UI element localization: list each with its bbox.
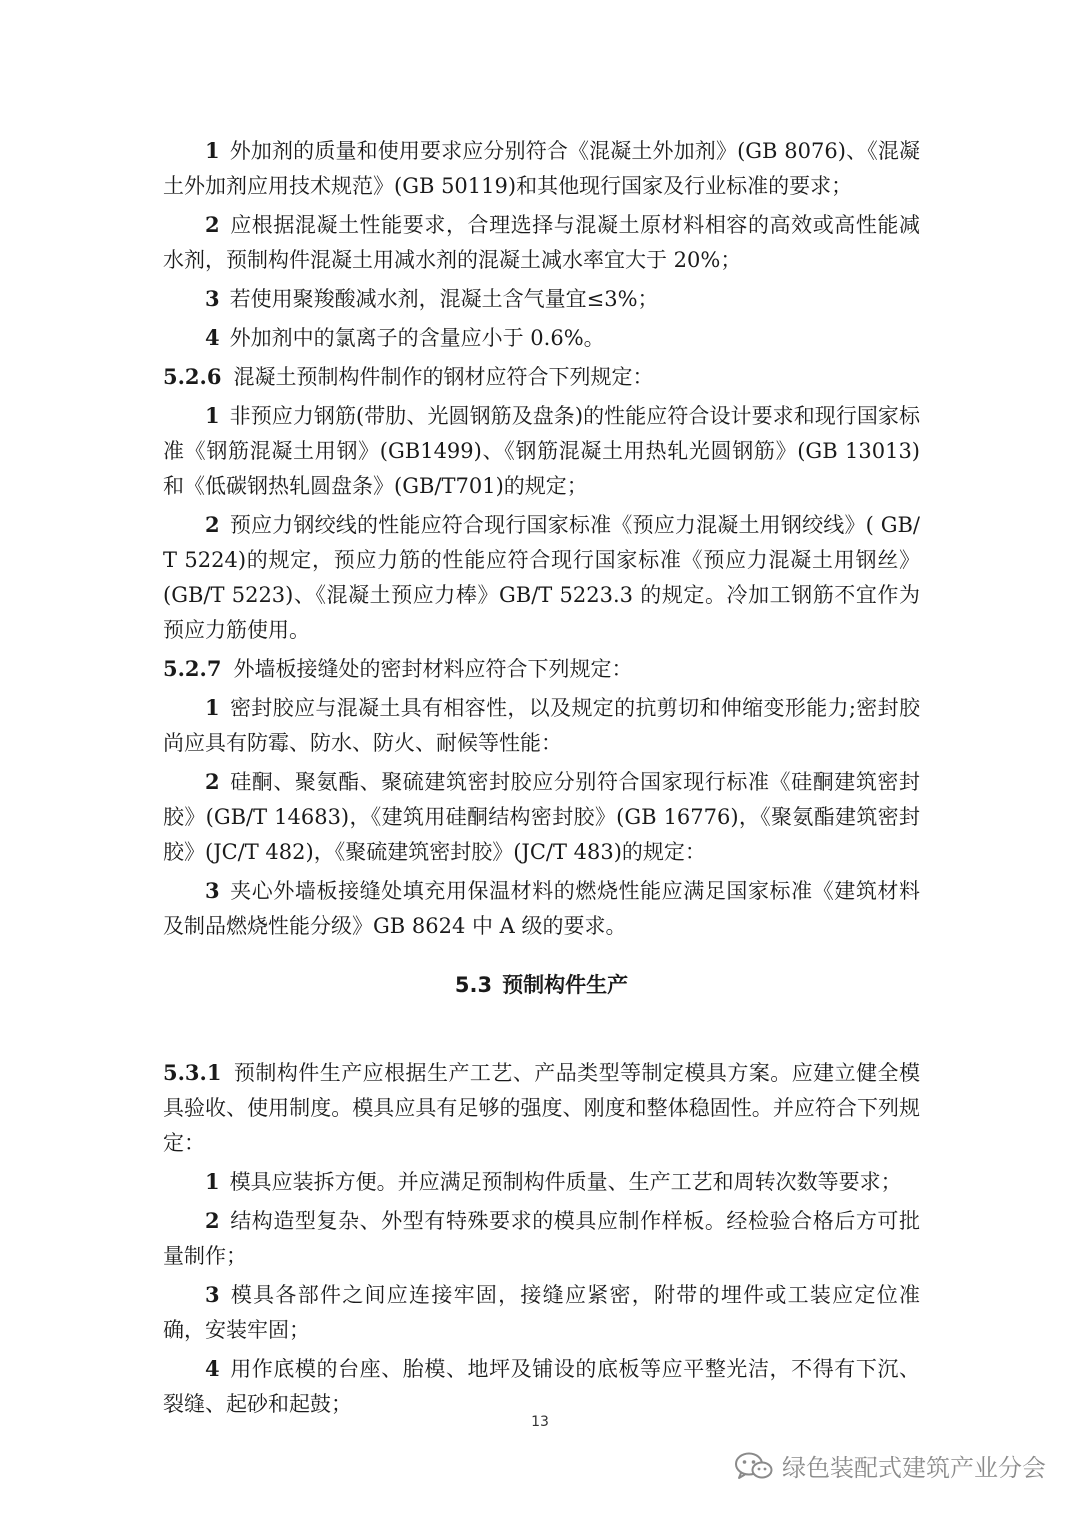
item-number: 4 — [205, 1356, 220, 1381]
list-item — [163, 764, 920, 870]
list-item — [163, 398, 920, 504]
list-item — [163, 507, 920, 648]
item-number: 2 — [205, 512, 220, 537]
paragraph-text: 夹心外墙板接缝处填充用保温材料的燃烧性能应满足国家标准《建筑材料及制品燃烧性能分级》GB 8624 中 A 级的要求。 — [163, 879, 920, 938]
list-item — [163, 1203, 920, 1274]
list-item — [163, 1351, 920, 1422]
paragraph-text: 结构造型复杂、外型有特殊要求的模具应制作样板。经检验合格后方可批量制作； — [163, 1209, 920, 1268]
item-number: 3 — [205, 1282, 220, 1307]
paragraph-text: 外墙板接缝处的密封材料应符合下列规定： — [233, 657, 633, 681]
item-number: 1 — [205, 695, 220, 720]
paragraph-text: 模具各部件之间应连接牢固，接缝应紧密，附带的埋件或工装应定位准确，安装牢固； — [163, 1283, 920, 1342]
paragraph-text: 非预应力钢筋(带肋、光圆钢筋及盘条)的性能应符合设计要求和现行国家标准《钢筋混凝土用钢》(GB1499)、《钢筋混凝土用热轧光圆钢筋》(GB 13013)和《低碳钢热轧圆盘条》(GB/T701)的规定； — [163, 404, 920, 498]
clause-number: 5.2.6 — [163, 364, 222, 389]
list-item — [163, 133, 920, 204]
paragraph-text: 若使用聚羧酸减水剂，混凝土含气量宜≤3%； — [229, 287, 659, 311]
item-number: 3 — [205, 286, 220, 311]
section-heading — [163, 968, 920, 1003]
item-number: 2 — [205, 1208, 220, 1233]
paragraph-text: 用作底模的台座、胎模、地坪及铺设的底板等应平整光洁，不得有下沉、裂缝、起砂和起鼓； — [163, 1357, 920, 1416]
watermark — [734, 1448, 1046, 1483]
list-item — [163, 281, 920, 317]
paragraph-text: 硅酮、聚氨酯、聚硫建筑密封胶应分别符合国家现行标准《硅酮建筑密封胶》(GB/T 14683)，《建筑用硅酮结构密封胶》(GB 16776)，《聚氨酯建筑密封胶》(JC/T 482)，《聚硫建筑密封胶》(JC/T 483)的规定： — [163, 770, 920, 864]
paragraph-text: 应根据混凝土性能要求，合理选择与混凝土原材料相容的高效或高性能减水剂，预制构件混凝土用减水剂的混凝土减水率宜大于 20%； — [163, 213, 920, 272]
paragraph-text: 预制构件生产应根据生产工艺、产品类型等制定模具方案。应建立健全模具验收、使用制度。模具应具有足够的强度、刚度和整体稳固性。并应符合下列规定： — [163, 1061, 920, 1155]
item-number: 1 — [205, 1169, 220, 1194]
list-item — [163, 873, 920, 944]
item-number: 2 — [205, 212, 220, 237]
list-item — [163, 1277, 920, 1348]
paragraph-text: 外加剂中的氯离子的含量应小于 0.6%。 — [229, 326, 605, 350]
paragraph-text: 预应力钢绞线的性能应符合现行国家标准《预应力混凝土用钢绞线》( GB/T 5224)的规定，预应力筋的性能应符合现行国家标准《预应力混凝土用钢丝》(GB/T 5223)、《混凝土预应力棒》GB/T 5223.3 的规定。冷加工钢筋不宜作为预应力筋使用。 — [163, 513, 920, 642]
clause-paragraph — [163, 1055, 920, 1161]
clause-paragraph — [163, 651, 920, 687]
item-number: 4 — [205, 325, 220, 350]
list-item — [163, 690, 920, 761]
list-item — [163, 1164, 920, 1200]
page-number: 13 — [531, 1414, 549, 1430]
clause-paragraph — [163, 359, 920, 395]
section-number: 5.3 — [454, 973, 493, 997]
paragraph-text: 混凝土预制构件制作的钢材应符合下列规定： — [233, 365, 654, 389]
item-number: 1 — [205, 138, 220, 163]
item-number: 2 — [205, 769, 220, 794]
clause-number: 5.3.1 — [163, 1060, 222, 1085]
document-body — [163, 133, 920, 1425]
paragraph-text: 模具应装拆方便。并应满足预制构件质量、生产工艺和周转次数等要求； — [229, 1170, 902, 1194]
item-number: 3 — [205, 878, 220, 903]
list-item — [163, 320, 920, 356]
clause-number: 5.2.7 — [163, 656, 222, 681]
section-title-text: 预制构件生产 — [502, 973, 629, 997]
paragraph-text: 密封胶应与混凝土具有相容性，以及规定的抗剪切和伸缩变形能力;密封胶尚应具有防霉、防水、防火、耐候等性能： — [163, 696, 920, 755]
watermark-text: 绿色装配式建筑产业分会 — [782, 1454, 1046, 1482]
wechat-icon — [734, 1451, 774, 1481]
list-item — [163, 207, 920, 278]
item-number: 1 — [205, 403, 220, 428]
paragraph-text: 外加剂的质量和使用要求应分别符合《混凝土外加剂》(GB 8076)、《混凝土外加剂应用技术规范》(GB 50119)和其他现行国家及行业标准的要求； — [163, 139, 920, 198]
